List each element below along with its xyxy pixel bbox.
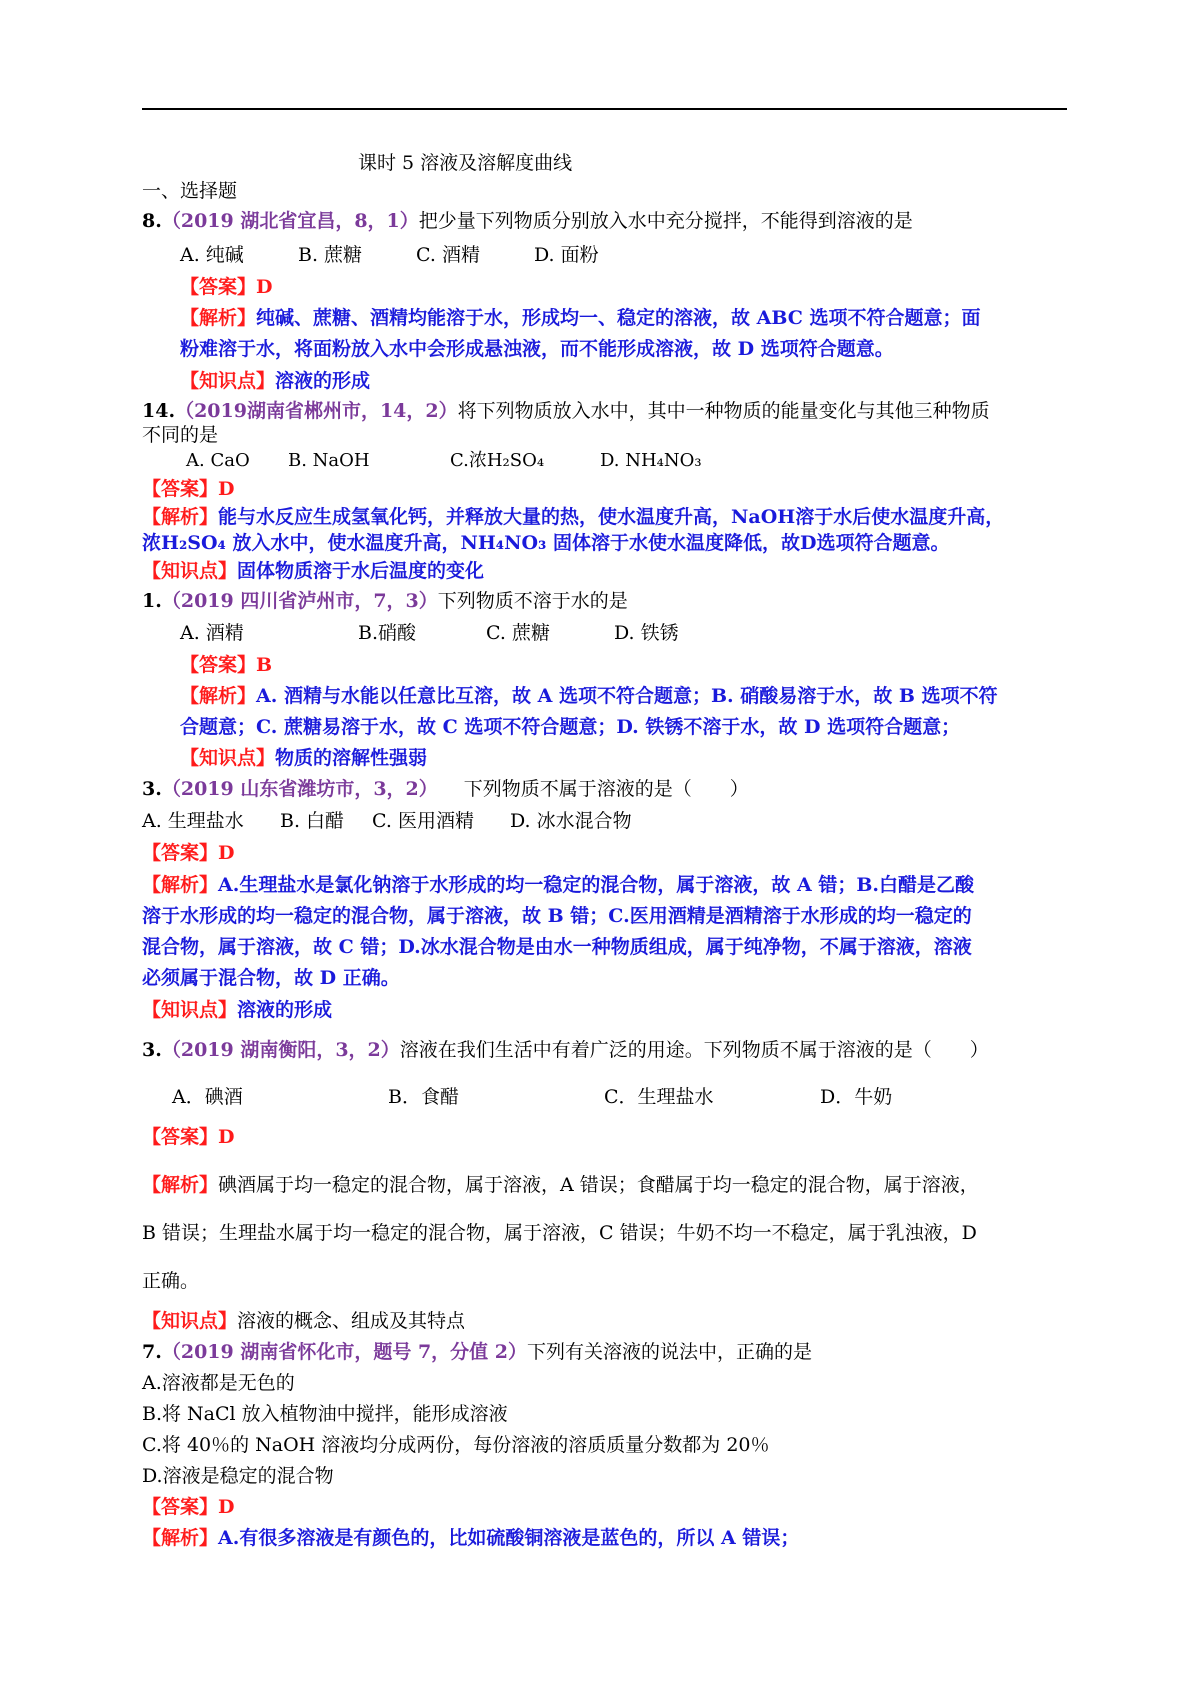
explanation-tag: 【解析】: [180, 685, 257, 707]
knowledge-tag: 【知识点】: [142, 1310, 238, 1332]
question-3: [142, 586, 1072, 616]
explanation-line-1: [180, 303, 1072, 333]
option-b: B.将 NaCl 放入植物油中搅拌，能形成溶液: [142, 1403, 508, 1425]
options-row: [186, 446, 1072, 476]
options-row: [172, 1082, 1072, 1112]
question-source: （2019湖南省郴州市，14，2）: [175, 400, 458, 422]
options-row: [180, 618, 1072, 648]
question-source: （2019 四川省泸州市，7，3）: [161, 590, 438, 612]
answer-tag: 【答案】: [180, 276, 257, 298]
knowledge-text: 溶液的概念、组成及其特点: [237, 1310, 466, 1332]
answer-line: [142, 838, 1072, 868]
option-b: B. 蔗糖: [298, 244, 363, 266]
knowledge-point: [180, 366, 1072, 396]
knowledge-tag: 【知识点】: [142, 999, 238, 1021]
option-d: D．牛奶: [820, 1086, 893, 1108]
explanation-text: 纯碱、蔗糖、酒精均能溶于水，形成均一、稳定的溶液，故 ABC 选项不符合题意；面: [256, 307, 981, 329]
option-c: C. 蔗糖: [486, 622, 550, 644]
explanation-line-3: 正确。: [142, 1270, 200, 1292]
explanation-line-2: B 错误；生理盐水属于均一稳定的混合物，属于溶液，C 错误；牛奶不均一不稳定，属于乳浊液，D: [142, 1222, 977, 1244]
answer-tag: 【答案】: [180, 654, 257, 676]
question-stem-cont: 不同的是: [142, 424, 219, 446]
answer-value: B: [256, 654, 273, 676]
options-row: [180, 240, 1072, 270]
knowledge-tag: 【知识点】: [180, 747, 276, 769]
question-number: 14.: [142, 400, 176, 422]
options-row: [142, 806, 1072, 836]
answer-line: [142, 474, 1072, 504]
knowledge-tag: 【知识点】: [142, 560, 238, 582]
option-a: A. 纯碱: [180, 244, 244, 266]
explanation-text: A.有很多溶液是有颜色的，比如硫酸铜溶液是蓝色的，所以 A 错误；: [218, 1527, 800, 1549]
explanation-tag: 【解析】: [142, 1174, 219, 1196]
explanation-line-2: 浓H₂SO₄ 放入水中，使水温度升高，NH₄NO₃ 固体溶于水使水温度降低，故D选项符合题意。: [142, 532, 950, 554]
answer-tag: 【答案】: [142, 1126, 219, 1148]
knowledge-text: 溶液的形成: [237, 999, 333, 1021]
explanation-text: A. 酒精与水能以任意比互溶，故 A 选项不符合题意；B. 硝酸易溶于水，故 B 选项不符: [256, 685, 998, 707]
answer-tag: 【答案】: [142, 1496, 219, 1518]
answer-tag: 【答案】: [142, 842, 219, 864]
answer-value: D: [256, 276, 273, 298]
option-d: D. 铁锈: [614, 622, 679, 644]
option-b: B．食醋: [388, 1086, 459, 1108]
explanation-tag: 【解析】: [142, 1527, 219, 1549]
answer-line: [142, 1122, 1072, 1152]
explanation-text: 能与水反应生成氢氧化钙，并释放大量的热，使水温度升高，NaOH溶于水后使水温度升高，: [218, 506, 1005, 528]
answer-line: [180, 272, 1072, 302]
explanation-tag: 【解析】: [180, 307, 257, 329]
explanation-line-1: [142, 870, 1072, 900]
question-stem: 下列物质不溶于水的是: [437, 590, 628, 612]
knowledge-point: [180, 743, 1072, 773]
option-a: A. 酒精: [180, 622, 244, 644]
question-source: （2019 山东省潍坊市，3，2）: [161, 778, 438, 800]
explanation-line-1: [142, 1523, 1072, 1553]
question-1: [142, 206, 1072, 236]
question-source: （2019 湖南衡阳，3，2）: [161, 1039, 400, 1061]
knowledge-point: [142, 995, 1072, 1025]
explanation-text: A.生理盐水是氯化钠溶于水形成的均一稳定的混合物，属于溶液，故 A 错；B.白醋是乙酸: [218, 874, 975, 896]
explanation-line-4: 必须属于混合物，故 D 正确。: [142, 967, 400, 989]
option-a: A．碘酒: [172, 1086, 243, 1108]
option-c: C. 酒精: [416, 244, 480, 266]
option-d: D.溶液是稳定的混合物: [142, 1465, 334, 1487]
option-b: B.硝酸: [358, 622, 417, 644]
question-number: 8.: [142, 210, 162, 232]
explanation-tag: 【解析】: [142, 506, 219, 528]
option-a: A. 生理盐水: [142, 810, 244, 832]
option-d: D. 冰水混合物: [510, 810, 632, 832]
option-d: D. 面粉: [534, 244, 599, 266]
option-a: A.溶液都是无色的: [142, 1372, 295, 1394]
option-c: C. 医用酒精: [372, 810, 474, 832]
explanation-line-2: 粉难溶于水，将面粉放入水中会形成悬浊液，而不能形成溶液，故 D 选项符合题意。: [180, 338, 894, 360]
option-c: C．生理盐水: [604, 1086, 714, 1108]
question-number: 3.: [142, 778, 162, 800]
knowledge-text: 固体物质溶于水后温度的变化: [237, 560, 485, 582]
answer-tag: 【答案】: [142, 478, 219, 500]
question-stem: 下列有关溶液的说法中，正确的是: [527, 1341, 813, 1363]
question-number: 3.: [142, 1039, 162, 1061]
answer-value: D: [218, 842, 235, 864]
option-c: C.浓H₂SO₄: [450, 450, 545, 471]
question-number: 1.: [142, 590, 162, 612]
knowledge-text: 溶液的形成: [275, 370, 371, 392]
explanation-tag: 【解析】: [142, 874, 219, 896]
explanation-line-2: 合题意；C. 蔗糖易溶于水，故 C 选项不符合题意；D. 铁锈不溶于水，故 D 选项符合题意；: [180, 716, 961, 738]
knowledge-point: [142, 1306, 1072, 1336]
question-5: [142, 1035, 1072, 1065]
question-source: （2019 湖北省宜昌，8，1）: [161, 210, 419, 232]
question-stem: 溶液在我们生活中有着广泛的用途。下列物质不属于溶液的是（ ）: [399, 1039, 989, 1061]
knowledge-tag: 【知识点】: [180, 370, 276, 392]
question-4: [142, 774, 1072, 804]
explanation-text: 碘酒属于均一稳定的混合物，属于溶液，A 错误；食醋属于均一稳定的混合物，属于溶液，: [218, 1174, 979, 1196]
option-b: B. NaOH: [288, 450, 370, 471]
section-heading: 一、选择题: [142, 180, 238, 202]
explanation-line-1: [142, 1170, 1072, 1200]
question-stem: 将下列物质放入水中，其中一种物质的能量变化与其他三种物质: [457, 400, 990, 422]
question-number: 7.: [142, 1341, 162, 1363]
answer-value: D: [218, 478, 235, 500]
option-b: B. 白醋: [280, 810, 345, 832]
question-source: （2019 湖南省怀化市，题号 7，分值 2）: [161, 1341, 528, 1363]
header-rule: [142, 108, 1067, 110]
option-a: A. CaO: [186, 450, 250, 471]
answer-line: [142, 1492, 1072, 1522]
explanation-line-2: 溶于水形成的均一稳定的混合物，属于溶液，故 B 错；C.医用酒精是酒精溶于水形成的均一稳定的: [142, 905, 972, 927]
page-title: 课时 5 溶液及溶解度曲线: [358, 152, 573, 174]
knowledge-text: 物质的溶解性强弱: [275, 747, 428, 769]
explanation-line-1: [180, 681, 1072, 711]
answer-value: D: [218, 1496, 235, 1518]
knowledge-point: [142, 556, 1072, 586]
question-stem: 把少量下列物质分别放入水中充分搅拌，不能得到溶液的是: [418, 210, 913, 232]
answer-value: D: [218, 1126, 235, 1148]
answer-line: [180, 650, 1072, 680]
option-d: D. NH₄NO₃: [600, 450, 702, 471]
question-6: [142, 1337, 1072, 1367]
option-c: C.将 40％的 NaOH 溶液均分成两份，每份溶液的溶质质量分数都为 20％: [142, 1434, 770, 1456]
question-stem: 下列物质不属于溶液的是（ ）: [463, 778, 749, 800]
explanation-line-3: 混合物，属于溶液，故 C 错；D.冰水混合物是由水一种物质组成，属于纯净物，不属于溶液，溶液: [142, 936, 972, 958]
